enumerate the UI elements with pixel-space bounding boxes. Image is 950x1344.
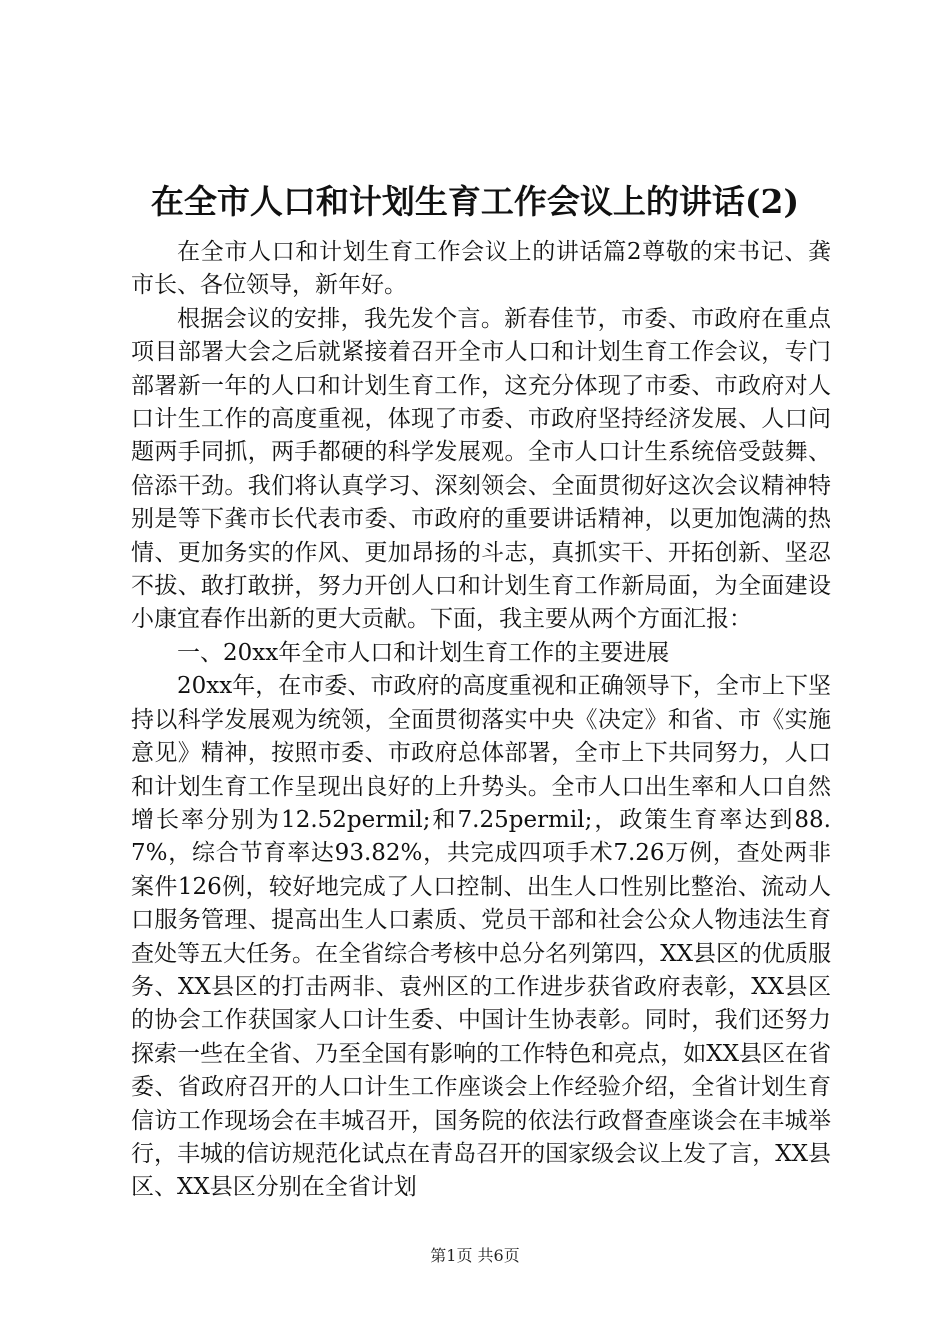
section-heading-1: 一、20xx年全市人口和计划生育工作的主要进展 xyxy=(177,639,670,666)
paragraph-introduction: 根据会议的安排，我先发个言。新春佳节，市委、市政府在重点项目部署大会之后就紧接着召开全市人口和计划生育工作会议，专门部署新一年的人口和计划生育工作，这充分体现了市委、市政府对人口计生工作的高度重视，体现了市委、市政府坚持经济发展、人口问题两手同抓，两手都硬的科学发展观。全市人口计生系统倍受鼓舞、倍添干劲。我们将认真学习、深刻领会、全面贯彻好这次会议精神特别是等下龚市长代表市委、市政府的重要讲话精神，以更加饱满的热情、更加务实的作风、更加昂扬的斗志，真抓实干、开拓创新、坚忍不拔、敢打敢拼，努力开创人口和计划生育工作新局面，为全面建设小康宜春作出新的更大贡献。下面，我主要从两个方面汇报： xyxy=(131,305,831,633)
document-title: 在全市人口和计划生育工作会议上的讲话(2) xyxy=(150,182,800,221)
paragraph-progress: 20xx年，在市委、市政府的高度重视和正确领导下，全市上下坚持以科学发展观为统领，全面贯彻落实中央《决定》和省、市《实施意见》精神，按照市委、市政府总体部署，全市上下共同努力，人口和计划生育工作呈现出良好的上升势头。全市人口出生率和人口自然增长率分别为12.52permil;和7.25permil;，政策生育率达到88.7%，综合节育率达93.82%，共完成四项手术7.26万例，查处两非案件126例，较好地完成了人口控制、出生人口性别比整治、流动人口服务管理、提高出生人口素质、党员干部和社会公众人物违法生育查处等五大任务。在全省综合考核中总分名列第四，XX县区的优质服务、XX县区的打击两非、袁州区的工作进步获省政府表彰，XX县区的协会工作获国家人口计生委、中国计生协表彰。同时，我们还努力探索一些在全省、乃至全国有影响的工作特色和亮点，如XX县区在省委、省政府召开的人口计生工作座谈会上作经验介绍，全省计划生育信访工作现场会在丰城召开，国务院的依法行政督查座谈会在丰城举行，丰城的信访规范化试点在青岛召开的国家级会议上发了言，XX县区、XX县区分别在全省计划 xyxy=(131,673,831,1201)
document-body xyxy=(131,236,831,1205)
page-number: 第1页 共6页 xyxy=(430,1246,520,1265)
paragraph-greeting: 在全市人口和计划生育工作会议上的讲话篇2尊敬的宋书记、龚市长、各位领导，新年好。 xyxy=(131,239,831,299)
